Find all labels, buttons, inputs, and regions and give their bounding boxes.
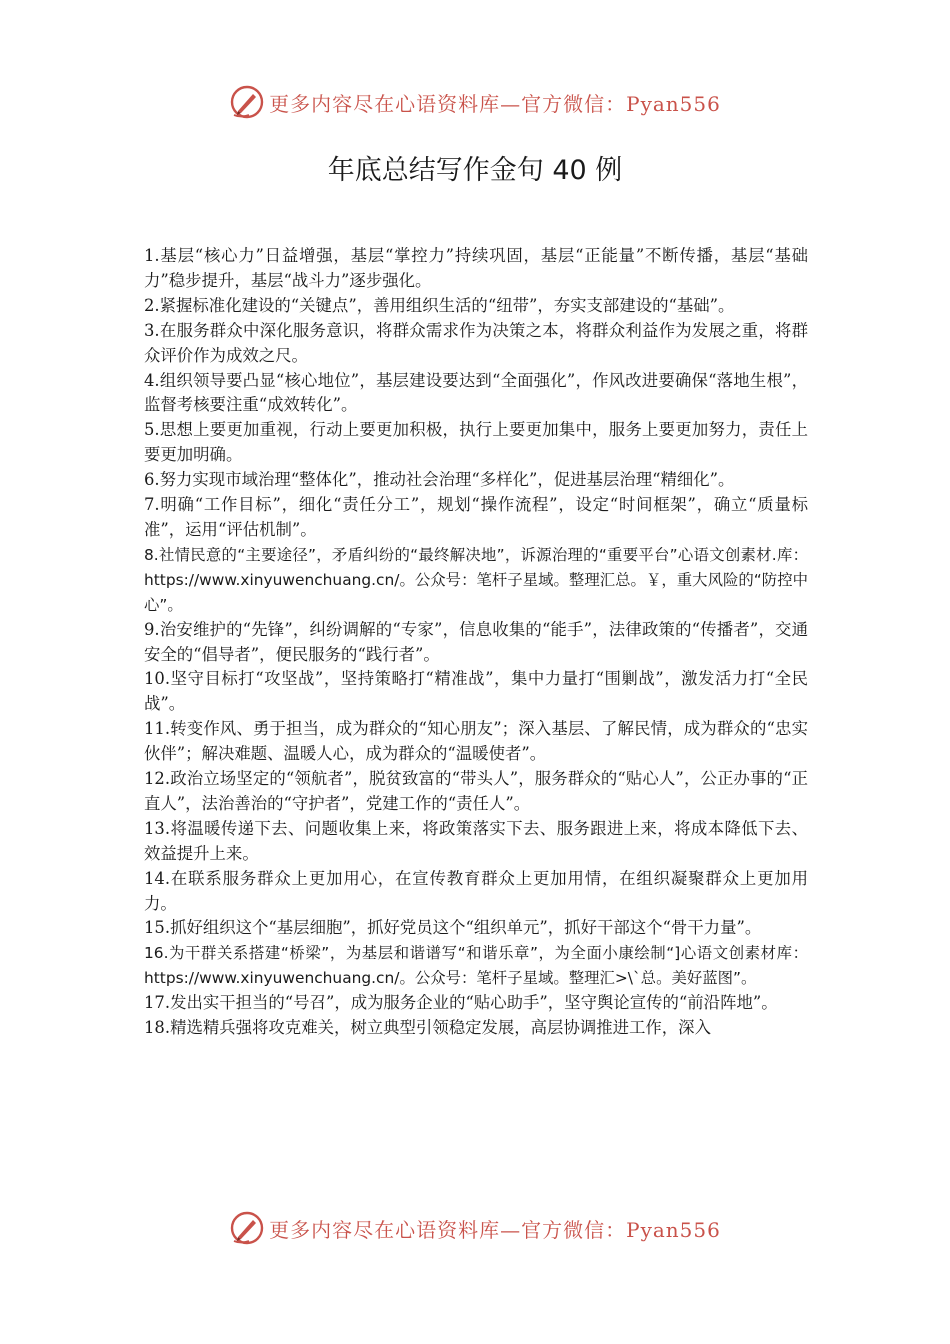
paragraph-9: 9.治安维护的“先锋”，纠纷调解的“专家”，信息收集的“能手”，法律政策的“传播者”，交通安全的“倡导者”，便民服务的“践行者”。	[144, 619, 808, 664]
pen-logo-icon	[229, 1210, 265, 1246]
paragraph-8: 8.社情民意的“主要途径”，矛盾纠纷的“最终解决地”，诉源治理的“重要平台”心语文创素材.库：https://www.xinyuwenchuang.cn/。公众号：笔杆子星域。整理汇总。￥，重大风险的“防控中心”。	[144, 545, 808, 614]
pen-logo-icon	[229, 84, 265, 120]
paragraph-5: 5.思想上要更加重视，行动上要更加积极，执行上要更加集中，服务上要更加努力，责任上要更加明确。	[144, 420, 808, 465]
paragraph-2: 2.紧握标准化建设的“关键点”，善用组织生活的“纽带”，夯实支部建设的“基础”。	[144, 295, 735, 315]
paragraph-7: 7.明确“工作目标”，细化“责任分工”，规划“操作流程”，设定“时间框架”，确立“质量标准”，运用“评估机制”。	[144, 495, 808, 539]
paragraph-18: 18.精选精兵强将攻克难关，树立典型引领稳定发展，高层协调推进工作，深入	[144, 1018, 711, 1038]
paragraph-14: 14.在联系服务群众上更加用心，在宣传教育群众上更加用情，在组织凝聚群众上更加用力。	[144, 868, 808, 913]
paragraph-12: 12.政治立场坚定的“领航者”，脱贫致富的“带头人”，服务群众的“贴心人”，公正办事的“正直人”，法治善治的“守护者”，党建工作的“责任人”。	[144, 769, 808, 813]
banner-text: 更多内容尽在心语资料库—官方微信：Pyan556	[269, 91, 721, 116]
paragraph-4: 4.组织领导要凸显“核心地位”，基层建设要达到“全面强化”，作风改进要确保“落地生根”，监督考核要注重“成效转化”。	[144, 370, 808, 415]
document-title: 年底总结写作金句 40 例	[327, 155, 623, 186]
paragraph-11: 11.转变作风、勇于担当，成为群众的“知心朋友”；深入基层、了解民情，成为群众的“忠实伙伴”；解决难题、温暖人心，成为群众的“温暖使者”。	[144, 719, 808, 764]
document-body	[144, 244, 808, 1041]
banner-text: 更多内容尽在心语资料库—官方微信：Pyan556	[269, 1217, 721, 1242]
paragraph-1: 1.基层“核心力”日益增强，基层“掌控力”持续巩固，基层“正能量”不断传播，基层“基础力”稳步提升，基层“战斗力”逐步强化。	[144, 246, 808, 290]
header-banner	[0, 82, 950, 122]
paragraph-15: 15.抓好组织这个“基层细胞”，抓好党员这个“组织单元”，抓好干部这个“骨干力量”。	[144, 918, 762, 938]
paragraph-17: 17.发出实干担当的“号召”，成为服务企业的“贴心助手”，坚守舆论宣传的“前沿阵地”。	[144, 993, 778, 1013]
footer-banner	[0, 1208, 950, 1248]
paragraph-3: 3.在服务群众中深化服务意识，将群众需求作为决策之本，将群众利益作为发展之重，将群众评价作为成效之尺。	[144, 320, 808, 365]
paragraph-13: 13.将温暖传递下去、问题收集上来，将政策落实下去、服务跟进上来，将成本降低下去、效益提升上来。	[144, 818, 808, 863]
paragraph-6: 6.努力实现市域治理“整体化”，推动社会治理“多样化”，促进基层治理“精细化”。	[144, 470, 735, 490]
paragraph-10: 10.坚守目标打“攻坚战”，坚持策略打“精准战”，集中力量打“围剿战”，激发活力打“全民战”。	[144, 669, 808, 714]
paragraph-16: 16.为干群关系搭建“桥梁”，为基层和谐谱写“和谐乐章”，为全面小康绘制“]心语文创素材库：https://www.xinyuwenchuang.cn/。公众号：笔杆子星域。整理汇>\`总。美好蓝图”。	[144, 944, 808, 988]
